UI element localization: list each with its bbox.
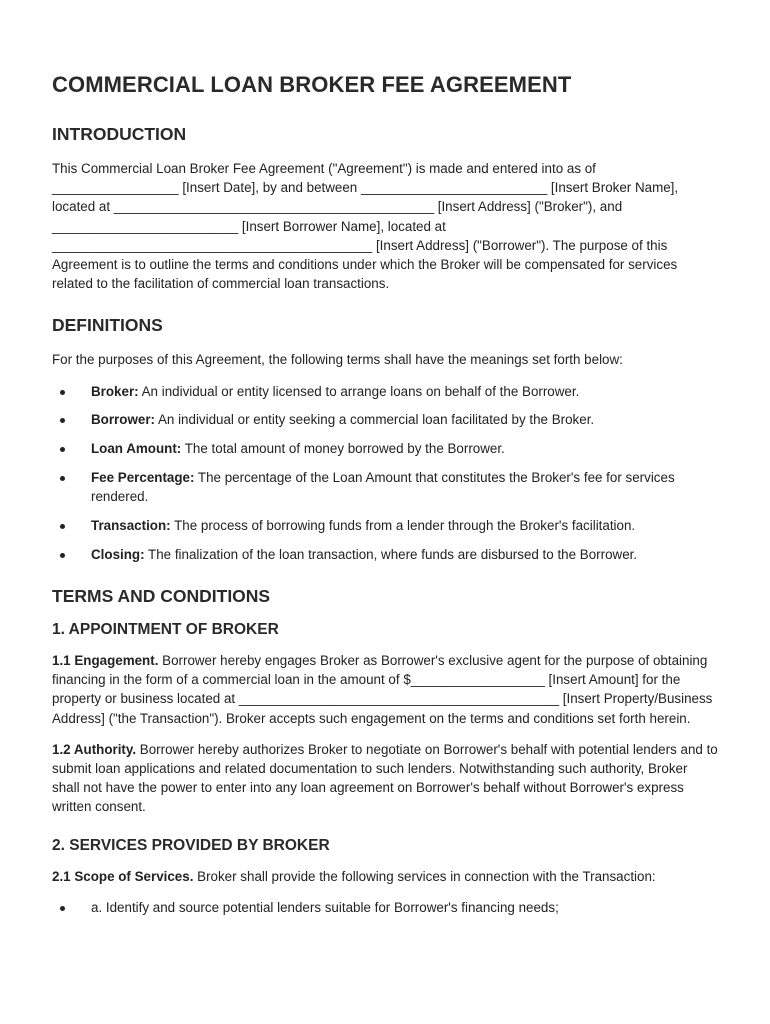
definition-term: Transaction:	[91, 518, 171, 534]
scope-text: Broker shall provide the following services in connection with the Transaction:	[193, 868, 656, 884]
introduction-heading: INTRODUCTION	[52, 124, 187, 144]
definition-text: An individual or entity licensed to arrange loans on behalf of the Borrower.	[138, 383, 580, 399]
appointment-subsection	[52, 621, 718, 817]
bullet-icon	[60, 447, 65, 452]
definition-text: The process of borrowing funds from a lender through the Broker's facilitation.	[170, 518, 636, 534]
bullet-icon	[60, 476, 65, 481]
definitions-list	[52, 382, 718, 564]
engagement-text: Borrower hereby engages Broker as Borrower's exclusive agent for the purpose of obtaining financing in the form of a commercial loan in the amount of $__________________ [Insert Amount] for the property or business located at ___________________________________________ [Insert Property/Business Address] ("the Transaction"). Broker accepts such engagement on the terms and conditions set forth herein.	[52, 653, 713, 726]
bullet-icon	[60, 906, 65, 911]
definition-text: An individual or entity seeking a commercial loan facilitated by the Broker.	[155, 412, 595, 428]
definition-term: Loan Amount:	[91, 441, 182, 457]
services-list	[52, 898, 718, 917]
scope-label: 2.1 Scope of Services.	[52, 868, 194, 884]
list-item	[52, 545, 718, 564]
authority-paragraph	[52, 740, 718, 817]
scope-paragraph	[52, 867, 718, 886]
engagement-paragraph	[52, 651, 718, 728]
definition-term: Borrower:	[91, 412, 155, 428]
list-item	[52, 516, 718, 535]
definition-term: Broker:	[91, 383, 139, 399]
definition-text: The finalization of the loan transaction, where funds are disbursed to the Borrower.	[144, 546, 638, 562]
bullet-icon	[60, 524, 65, 529]
appointment-heading: 1. APPOINTMENT OF BROKER	[52, 621, 279, 639]
definition-text: The total amount of money borrowed by the Borrower.	[181, 441, 505, 457]
services-subsection	[52, 837, 718, 917]
list-item	[52, 439, 718, 458]
introduction-text: This Commercial Loan Broker Fee Agreement ("Agreement") is made and entered into as of _________________ [Insert Date], by and between _________________________ [Insert Broker Name], located at ___________________________________________ [Insert Address] ("Broker"), and _________________________ [Insert Borrower Name], located at ___________________________________________ [Insert Address] ("Borrower"). The purpose of this Agreement is to outline the terms and conditions under which the Broker will be compensated for services related to the facilitation of commercial loan transactions.	[52, 161, 679, 292]
bullet-icon	[60, 553, 65, 558]
authority-label: 1.2 Authority.	[52, 741, 137, 757]
list-item	[52, 382, 718, 401]
bullet-icon	[60, 390, 65, 395]
terms-heading: TERMS AND CONDITIONS	[52, 586, 271, 607]
authority-text: Borrower hereby authorizes Broker to negotiate on Borrower's behalf with potential lenders and to submit loan applications and related documentation to such lenders. Notwithstanding such authority, Broker shall not have the power to enter into any loan agreement on Borrower's behalf without Borrower's express written consent.	[52, 741, 718, 815]
engagement-label: 1.1 Engagement.	[52, 653, 159, 669]
definitions-section	[52, 315, 718, 564]
services-heading: 2. SERVICES PROVIDED BY BROKER	[52, 836, 330, 854]
definition-term: Fee Percentage:	[91, 470, 195, 486]
definition-text: The percentage of the Loan Amount that constitutes the Broker's fee for services rendered.	[91, 470, 675, 505]
list-item	[52, 898, 718, 917]
bullet-icon	[60, 418, 65, 423]
terms-section	[52, 586, 718, 917]
list-item	[52, 410, 718, 429]
definition-term: Closing:	[91, 546, 145, 562]
document-title: COMMERCIAL LOAN BROKER FEE AGREEMENT	[52, 72, 572, 97]
definitions-intro: For the purposes of this Agreement, the following terms shall have the meanings set forth below:	[52, 352, 623, 368]
definitions-heading: DEFINITIONS	[52, 315, 163, 336]
list-item	[52, 468, 718, 506]
service-item-text: a. Identify and source potential lenders suitable for Borrower's financing needs;	[91, 899, 559, 915]
introduction-section	[52, 124, 718, 293]
